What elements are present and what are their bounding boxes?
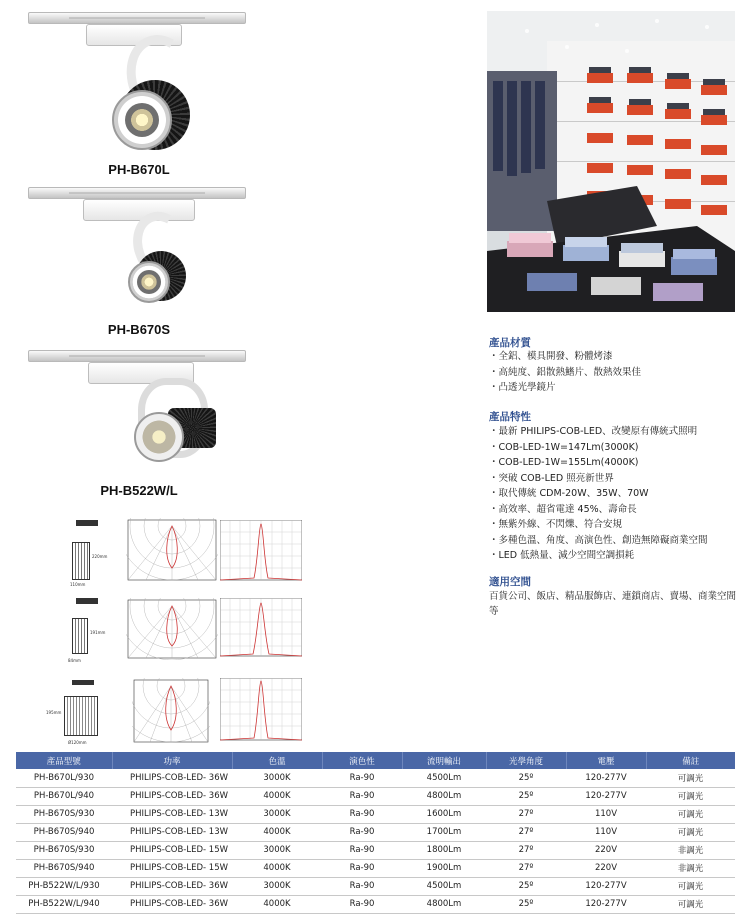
cell-beam-angle: 25º [486, 877, 566, 895]
material-section-title: 產品材質 [489, 337, 531, 349]
cell-lumen: 1700Lm [402, 823, 486, 841]
cell-cri: Ra-90 [322, 859, 402, 877]
cell-cri: Ra-90 [322, 805, 402, 823]
table-row [16, 841, 735, 859]
header-voltage: 電壓 [566, 752, 646, 769]
cell-beam-angle: 27º [486, 841, 566, 859]
cell-cct: 3000K [232, 769, 322, 787]
product-ph-b522wl [28, 348, 250, 498]
list-item: ・ 最新 PHILIPS-COB-LED、改變原有傳統式照明 [489, 424, 708, 440]
cell-power: PHILIPS-COB-LED- 15W [112, 841, 232, 859]
cell-beam-angle: 25º [486, 895, 566, 913]
polar-chart [126, 598, 218, 660]
track-rail [28, 187, 246, 199]
cell-beam-angle: 25º [486, 769, 566, 787]
cell-model: PH-B670S/930 [16, 805, 112, 823]
table-row [16, 895, 735, 913]
intensity-curve [220, 678, 302, 742]
intensity-curve [220, 520, 302, 582]
width-dimension: 84mm [68, 658, 81, 663]
cell-power: PHILIPS-COB-LED- 36W [112, 787, 232, 805]
header-model: 產品型號 [16, 752, 112, 769]
list-item: ・ LED 低熱量、減少空間空調損耗 [489, 548, 708, 564]
track-rail [28, 350, 246, 362]
cell-cri: Ra-90 [322, 895, 402, 913]
cell-cri: Ra-90 [322, 787, 402, 805]
cell-model: PH-B670S/940 [16, 859, 112, 877]
cell-model: PH-B670S/930 [16, 841, 112, 859]
cell-remark: 非調光 [646, 841, 735, 859]
cell-lumen: 1800Lm [402, 841, 486, 859]
fixture-top-view [72, 680, 94, 685]
cell-power: PHILIPS-COB-LED- 15W [112, 859, 232, 877]
height-dimension: 191mm [90, 630, 106, 635]
cell-model: PH-B522W/L/930 [16, 877, 112, 895]
header-power: 功率 [112, 752, 232, 769]
cell-lumen: 1600Lm [402, 805, 486, 823]
cell-lumen: 4800Lm [402, 787, 486, 805]
cell-remark: 可調光 [646, 823, 735, 841]
list-item: ・ 全鋁、模具開發、粉體烤漆 [489, 349, 641, 365]
cell-remark: 可調光 [646, 895, 735, 913]
header-cri: 演色性 [322, 752, 402, 769]
intensity-curve [220, 598, 302, 660]
cell-voltage: 220V [566, 859, 646, 877]
cell-cct: 4000K [232, 823, 322, 841]
cell-power: PHILIPS-COB-LED- 13W [112, 805, 232, 823]
store-interior-photo [487, 11, 735, 312]
cell-cri: Ra-90 [322, 877, 402, 895]
list-item: ・ 高效率、超省電達 45%、壽命長 [489, 502, 708, 518]
product-ph-b670s [28, 185, 250, 340]
list-item: ・ 取代傳統 CDM-20W、35W、70W [489, 486, 708, 502]
features-section-title: 產品特性 [489, 411, 531, 423]
applications-text: 百貨公司、飯店、精品服飾店、連鎖商店、賣場、商業空間等 [489, 591, 737, 617]
cell-power: PHILIPS-COB-LED- 13W [112, 823, 232, 841]
fixture-top-view [76, 598, 98, 604]
fixture-side-view [64, 696, 98, 736]
header-lumen: 流明輸出 [402, 752, 486, 769]
cell-voltage: 110V [566, 805, 646, 823]
drawing-row-3 [46, 676, 300, 750]
table-row [16, 769, 735, 787]
cell-beam-angle: 27º [486, 823, 566, 841]
table-row [16, 823, 735, 841]
cell-model: PH-B670S/940 [16, 823, 112, 841]
cell-lumen: 4500Lm [402, 769, 486, 787]
polar-chart [132, 678, 210, 744]
cell-cct: 4000K [232, 859, 322, 877]
cell-beam-angle: 25º [486, 787, 566, 805]
width-dimension: Ø120mm [68, 740, 87, 745]
list-item: ・ 多種色溫、角度、高演色性、創造無障礙商業空間 [489, 533, 708, 549]
cell-cct: 3000K [232, 805, 322, 823]
height-dimension: 220mm [92, 554, 108, 559]
cell-remark: 可調光 [646, 877, 735, 895]
cell-cri: Ra-90 [322, 823, 402, 841]
dimension-drawing [72, 542, 90, 580]
dimension-drawing [72, 618, 88, 654]
cell-remark: 可調光 [646, 787, 735, 805]
features-list [489, 424, 708, 564]
material-list [489, 349, 641, 396]
list-item: ・ COB-LED-1W=147Lm(3000K) [489, 440, 708, 456]
cell-voltage: 120-277V [566, 895, 646, 913]
header-remark: 備註 [646, 752, 735, 769]
cell-cct: 4000K [232, 787, 322, 805]
cell-remark: 可調光 [646, 805, 735, 823]
cell-cct: 3000K [232, 877, 322, 895]
cell-remark: 可調光 [646, 769, 735, 787]
model-label: PH-B522W/L [100, 483, 178, 498]
list-item: ・ 無紫外線、不閃爍、符合安規 [489, 517, 708, 533]
list-item: ・ 高純度、鋁散熱鰭片、散熱效果佳 [489, 365, 641, 381]
cell-power: PHILIPS-COB-LED- 36W [112, 769, 232, 787]
table-row [16, 877, 735, 895]
model-label: PH-B670L [108, 162, 170, 177]
lens [137, 270, 161, 294]
cell-lumen: 4500Lm [402, 877, 486, 895]
cell-cct: 3000K [232, 841, 322, 859]
applications-section-title: 適用空間 [489, 576, 531, 588]
drawing-row-2 [60, 596, 300, 668]
track-rail [28, 12, 246, 24]
cell-beam-angle: 27º [486, 859, 566, 877]
product-ph-b670l [28, 10, 250, 180]
drawing-row-1 [60, 514, 300, 586]
model-label: PH-B670S [107, 322, 171, 337]
height-dimension: 195mm [46, 710, 62, 715]
fixture-top-view [76, 520, 98, 526]
cell-power: PHILIPS-COB-LED- 36W [112, 895, 232, 913]
cell-voltage: 120-277V [566, 787, 646, 805]
cell-model: PH-B670L/930 [16, 769, 112, 787]
table-header-row [16, 752, 735, 769]
table-row [16, 805, 735, 823]
cell-remark: 非調光 [646, 859, 735, 877]
cell-voltage: 220V [566, 841, 646, 859]
cell-voltage: 120-277V [566, 769, 646, 787]
track-adapter [83, 199, 195, 221]
cell-voltage: 120-277V [566, 877, 646, 895]
lens [125, 103, 159, 137]
cell-cri: Ra-90 [322, 841, 402, 859]
width-dimension: 110mm [70, 582, 86, 587]
table-row [16, 859, 735, 877]
cell-cri: Ra-90 [322, 769, 402, 787]
cell-lumen: 4800Lm [402, 895, 486, 913]
polar-chart [126, 518, 218, 582]
cell-beam-angle: 27º [486, 805, 566, 823]
spec-table [16, 752, 735, 914]
reflector-ring [134, 412, 184, 462]
cell-model: PH-B522W/L/940 [16, 895, 112, 913]
store-interior-illustration [487, 11, 735, 312]
list-item: ・ 凸透光學鏡片 [489, 380, 641, 396]
cell-voltage: 110V [566, 823, 646, 841]
cell-model: PH-B670L/940 [16, 787, 112, 805]
header-cct: 色溫 [232, 752, 322, 769]
cell-lumen: 1900Lm [402, 859, 486, 877]
cell-power: PHILIPS-COB-LED- 36W [112, 877, 232, 895]
list-item: ・ COB-LED-1W=155Lm(4000K) [489, 455, 708, 471]
cell-cct: 4000K [232, 895, 322, 913]
list-item: ・ 突破 COB-LED 照亮新世界 [489, 471, 708, 487]
table-row [16, 787, 735, 805]
header-beam-angle: 光學角度 [486, 752, 566, 769]
